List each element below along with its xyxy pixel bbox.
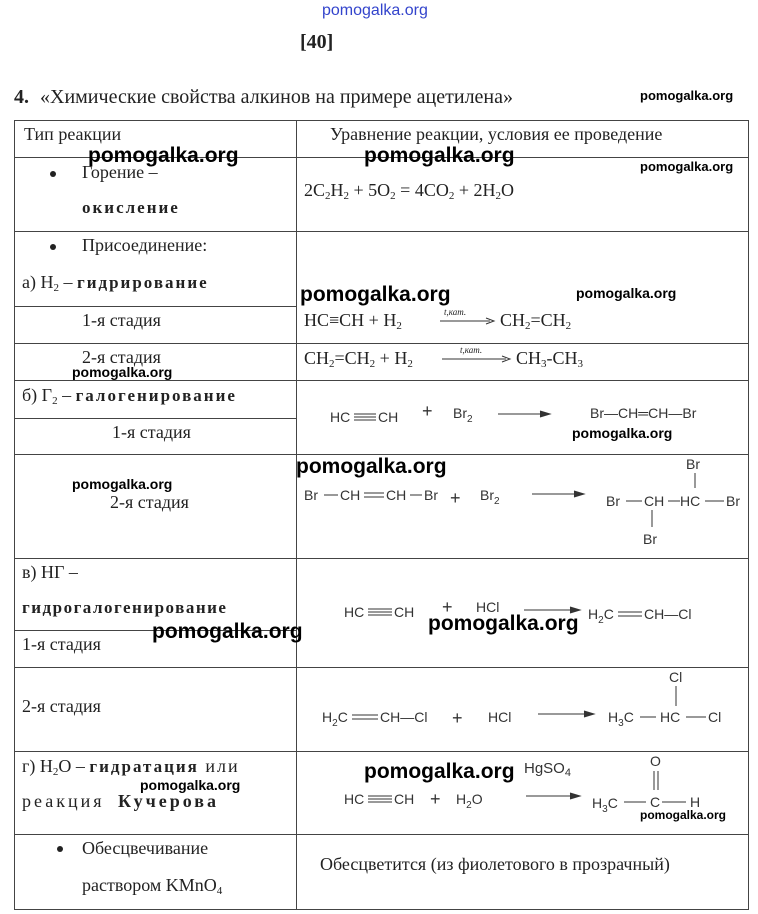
formula-label: CH xyxy=(340,487,361,503)
formula-label: $Br_2$ xyxy=(453,405,473,425)
formula-label: Cl xyxy=(708,709,722,725)
formula-label: $H_3C$ xyxy=(608,709,634,729)
watermark: pomogalka.org xyxy=(576,285,677,301)
formula-label: C xyxy=(650,794,661,810)
sub-row-divider xyxy=(14,418,296,419)
halogenation-label: б) $Г_2$ – галогенирование xyxy=(22,385,237,407)
hydration-label: г) $H_2O$ – гидратация или xyxy=(22,756,240,778)
plus-sign: + xyxy=(422,401,433,421)
formula-label: HCl xyxy=(476,599,500,615)
formula-label: CH xyxy=(394,604,415,620)
hydrohalogenation-prefix: в) НГ – xyxy=(22,562,78,582)
hydrohalogenation-stage2: 2-я стадия xyxy=(22,696,101,716)
hydrogenation-equation-2: $CH_2=CH_2 + H_2$ xyxy=(304,348,413,370)
hydrogenation-product-2: $CH_3-CH_3$ xyxy=(516,348,584,370)
plus-sign: + xyxy=(450,488,461,508)
watermark: pomogalka.org xyxy=(296,455,447,478)
plus-sign: + xyxy=(430,789,441,809)
kmno4-label-2: раствором KMnO$_4$ xyxy=(82,875,223,897)
formula-label: $H_2C$ xyxy=(322,709,348,729)
hydration-equation xyxy=(330,752,720,812)
bullet-icon xyxy=(57,846,63,852)
watermark: pomogalka.org xyxy=(140,777,241,793)
formula-label: Br xyxy=(606,493,620,509)
plus-sign: + xyxy=(452,708,463,728)
hydrohalogenation-stage1: 1-я стадия xyxy=(22,634,101,654)
formula-label: CH—Cl xyxy=(380,709,428,725)
watermark: pomogalka.org xyxy=(640,808,727,822)
kucherov-label: реакция Кучерова xyxy=(22,791,220,811)
condition-label: t,кат. xyxy=(444,307,467,317)
formula-label: $H_3C$ xyxy=(592,795,618,812)
formula-label: O xyxy=(650,753,661,769)
watermark: pomogalka.org xyxy=(72,476,173,492)
hydrogenation-equation-1: $HC\equiv CH + H_2$ xyxy=(304,310,402,332)
formula-label: CH xyxy=(394,791,415,807)
kmno4-label-1: Обесцвечивание xyxy=(82,838,209,858)
combustion-name: окисление xyxy=(82,198,180,217)
row-divider xyxy=(14,231,749,232)
sub-row-divider xyxy=(14,306,296,307)
catalyst-label: HgSO$_4$ xyxy=(524,760,571,779)
watermark: pomogalka.org xyxy=(88,144,239,167)
watermark: pomogalka.org xyxy=(572,425,673,441)
section-number: 4. xyxy=(14,86,29,108)
hydrogenation-product-1: $CH_2=CH_2$ xyxy=(500,310,572,332)
hydrogenation-stage1: 1-я стадия xyxy=(82,310,161,330)
formula-label: $Br_2$ xyxy=(480,487,500,507)
row-divider xyxy=(14,834,749,835)
watermark: pomogalka.org xyxy=(152,620,303,643)
addition-label: Присоединение: xyxy=(82,235,208,255)
watermark: pomogalka.org xyxy=(428,612,579,635)
reaction-arrow-icon xyxy=(440,354,512,364)
plus-sign: + xyxy=(442,597,453,617)
row-divider xyxy=(14,120,749,121)
hydrohalogenation-equation-1 xyxy=(330,590,710,630)
watermark: pomogalka.org xyxy=(640,159,734,174)
hydrohalogenation-equation-2 xyxy=(310,668,740,748)
row-divider xyxy=(14,380,749,381)
condition-label: t,кат. xyxy=(460,345,483,355)
section-title: «Химические свойства алкинов на примере ацетилена» xyxy=(40,86,514,108)
formula-label: Cl xyxy=(669,669,683,685)
kmno4-result: Обесцветится (из фиолетового в прозрачный) xyxy=(320,854,670,874)
column-header-equation: Уравнение реакции, условия ее проведение xyxy=(330,124,663,144)
formula-label: CH xyxy=(386,487,407,503)
watermark: pomogalka.org xyxy=(640,88,734,103)
formula-label: Br xyxy=(686,456,700,472)
formula-label: $H_2C$ xyxy=(588,606,614,626)
hydrohalogenation-name: гидрогалогенирование xyxy=(22,598,228,617)
formula-label: HC xyxy=(330,409,351,425)
formula-label: Br xyxy=(726,493,740,509)
bullet-icon xyxy=(50,244,56,250)
table-border-left xyxy=(14,120,15,910)
section-heading xyxy=(14,86,513,109)
row-divider xyxy=(14,558,749,559)
table-border-right xyxy=(748,120,749,910)
halogenation-stage2: 2-я стадия xyxy=(110,492,189,512)
row-divider xyxy=(14,909,749,910)
formula-label: HCl xyxy=(488,709,512,725)
watermark: pomogalka.org xyxy=(364,760,515,783)
table-column-divider xyxy=(296,120,297,910)
column-header-type: Тип реакции xyxy=(24,124,122,144)
watermark: pomogalka.org xyxy=(300,283,451,306)
formula-label: HC xyxy=(344,791,365,807)
halogenation-equation-1 xyxy=(320,395,740,435)
reaction-arrow-icon xyxy=(438,316,496,326)
formula-label: HC xyxy=(660,709,681,725)
formula-label: Br—CH═CH—Br xyxy=(590,405,697,421)
hydrogenation-stage2: 2-я стадия xyxy=(82,347,161,367)
row-divider xyxy=(14,343,749,344)
halogenation-equation-2 xyxy=(300,455,748,555)
halogenation-stage1: 1-я стадия xyxy=(112,422,191,442)
formula-label: Br xyxy=(643,531,657,547)
formula-label: $H_2O$ xyxy=(456,791,483,811)
formula-label: H xyxy=(690,794,701,810)
formula-label: Br xyxy=(424,487,438,503)
hydrogenation-label: а) $H_2$ – гидрирование xyxy=(22,272,209,294)
combustion-label: Горение – xyxy=(82,162,158,182)
formula-label: HC xyxy=(680,493,701,509)
formula-label: CH—Cl xyxy=(644,606,692,622)
watermark: pomogalka.org xyxy=(364,144,515,167)
formula-label: CH xyxy=(378,409,399,425)
page-number: [40] xyxy=(300,31,334,53)
formula-label: CH xyxy=(644,493,665,509)
watermark: pomogalka.org xyxy=(72,364,173,380)
bullet-icon xyxy=(50,171,56,177)
combustion-equation: $2C_2H_2 + 5O_2 = 4CO_2 + 2H_2O$ xyxy=(304,180,514,202)
formula-label: Br xyxy=(304,487,318,503)
watermark-top: pomogalka.org xyxy=(322,2,428,19)
formula-label: HC xyxy=(344,604,365,620)
